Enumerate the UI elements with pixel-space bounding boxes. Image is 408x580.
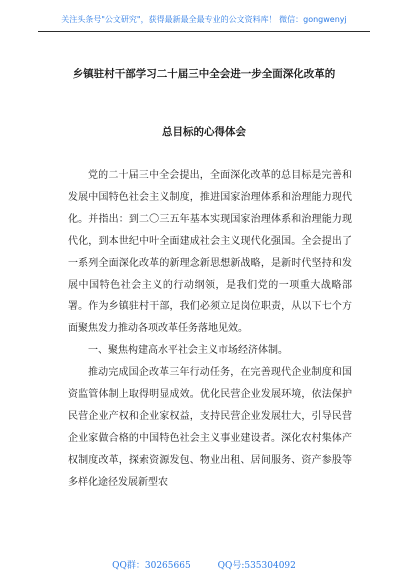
document-title-line-1: 乡镇驻村干部学习二十届三中全会进一步全面深化改革的 [72, 68, 336, 80]
header-divider [38, 31, 370, 32]
body-paragraph-section-1: 推动完成国企改革三年行动任务，在完善现代企业制度和国资监管体制上取得明显成效。优化民营企业发展环境，依法保护民营企业产权和企业家权益，支持民营企业发展壮大，引导民营企业家做合格的中国特色社会主义事业建设者。深化农村集体产权制度改革，探索资源发包、物业出租、居间服务、资产参股等多样化途径发展新型农 [68, 367, 352, 488]
footer-qq-number: QQ号:535304092 [217, 561, 296, 571]
document-title-line-2: 总目标的心得体会 [162, 126, 246, 138]
footer-qq-group: QQ群：30265665 [112, 561, 191, 571]
section-heading-1: 一、聚焦构建高水平社会主义市场经济体制。 [88, 345, 288, 357]
header-notice: 关注头条号"公文研究"，获得最新最全最专业的公文资料库！ 微信：gongwenyj [61, 15, 347, 24]
document-body [68, 165, 352, 494]
page-footer [0, 558, 408, 571]
body-paragraph-intro: 党的二十届三中全会提出，全面深化改革的总目标是完善和发展中国特色社会主义制度，推进国家治理体系和治理能力现代化。并指出：到二〇三五年基本实现国家治理体系和治理能力现代化，到本世纪中叶全面建成社会主义现代化强国。全会提出了一系列全面深化改革的新理念新思想新战略，是新时代坚持和发展中国特色社会主义的行动纲领，是我们党的一项重大战略部署。作为乡镇驻村干部，我们必须立足岗位职责，从以下七个方面聚焦发力推动各项改革任务落地见效。 [68, 170, 352, 335]
